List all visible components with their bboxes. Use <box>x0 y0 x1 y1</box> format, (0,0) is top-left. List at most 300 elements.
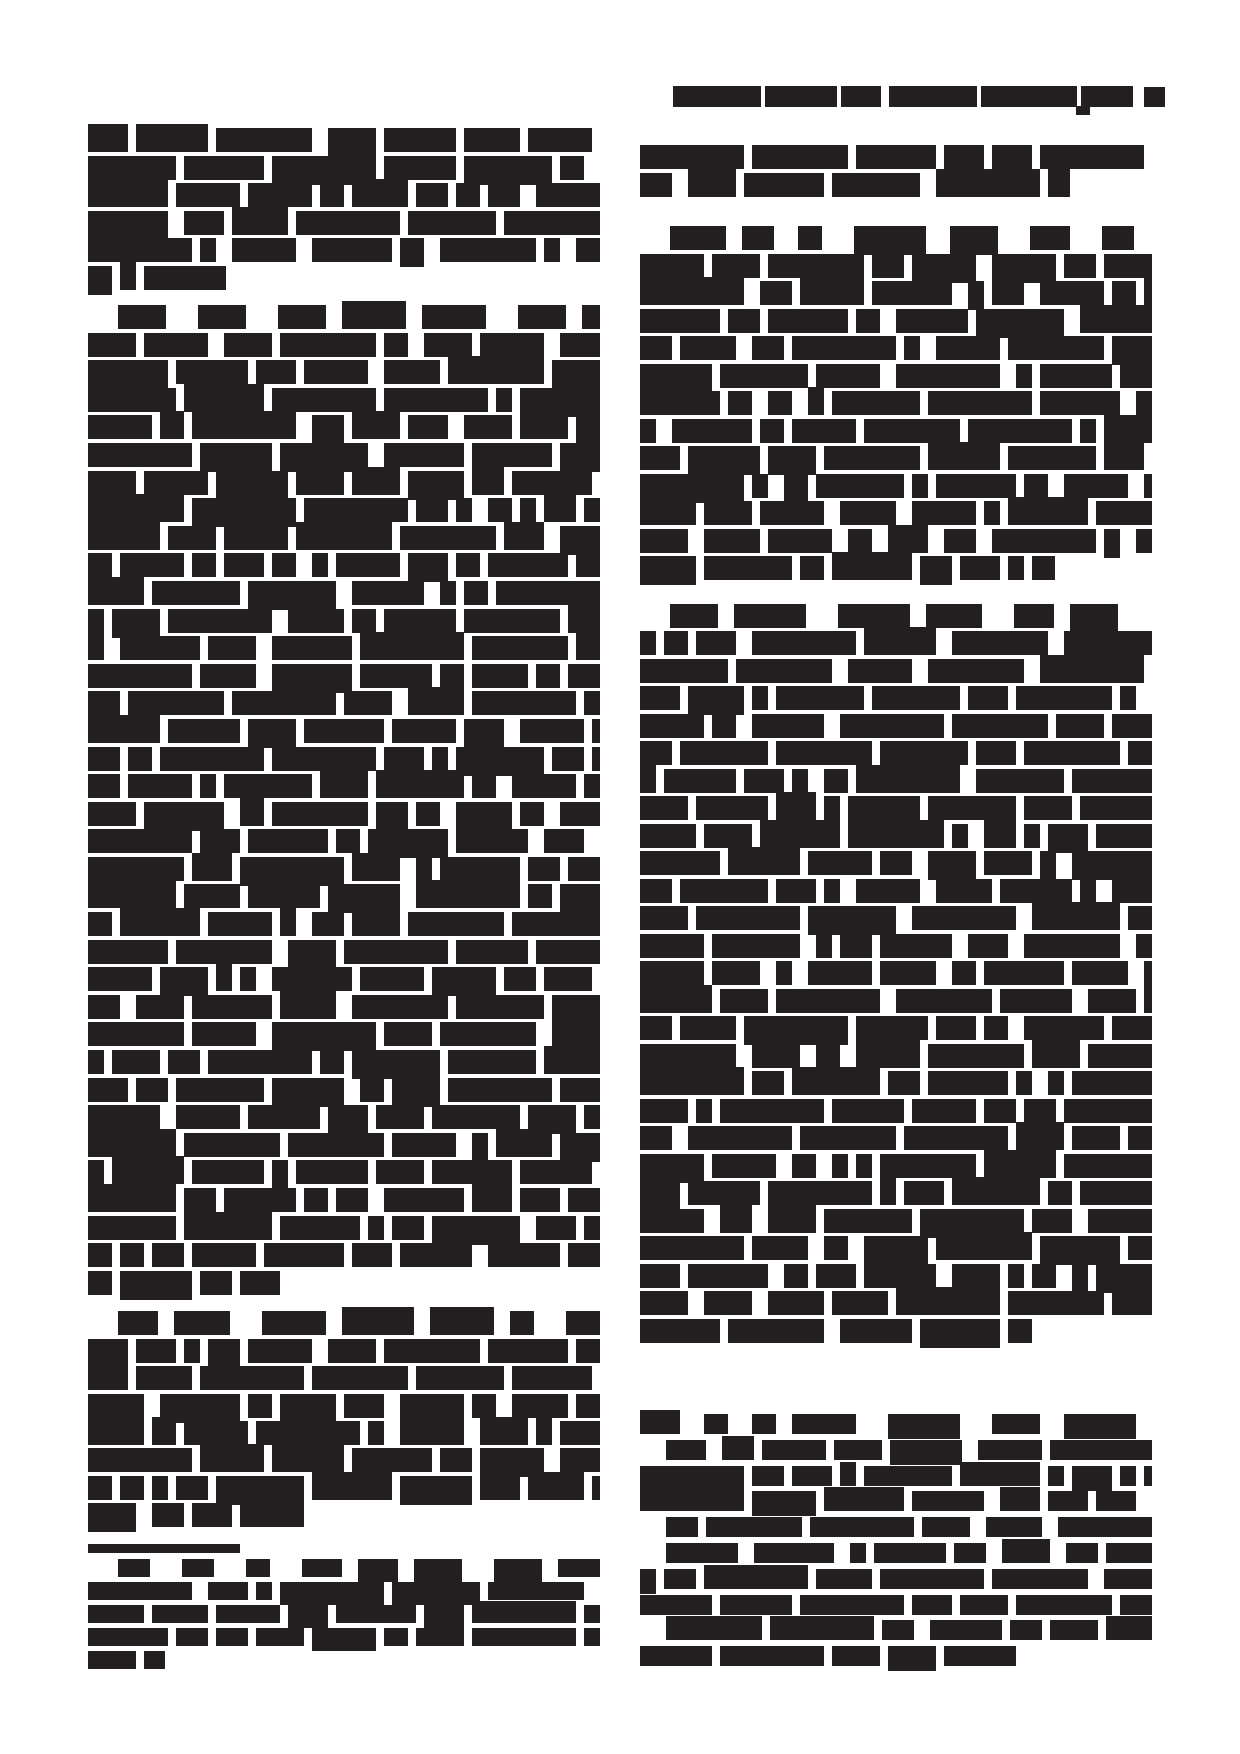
redacted-word-segment <box>320 183 344 207</box>
redacted-word-segment <box>184 1133 280 1157</box>
redacted-word-segment <box>680 1016 736 1040</box>
redacted-word-segment <box>432 1216 520 1245</box>
redacted-word-segment <box>640 1067 744 1095</box>
redacted-word-segment <box>1064 1154 1152 1178</box>
redacted-word-segment <box>768 309 848 333</box>
redacted-word-segment <box>1120 360 1152 388</box>
redacted-word-segment <box>640 474 744 503</box>
redacted-word-segment <box>960 1462 1040 1486</box>
redacted-word-segment <box>736 659 832 683</box>
redacted-word-segment <box>936 1016 976 1040</box>
redacted-word-segment <box>816 364 880 388</box>
redacted-word-segment <box>582 305 600 329</box>
redacted-word-segment <box>928 1044 1024 1068</box>
redacted-word-segment <box>981 86 1077 107</box>
redacted-word-segment <box>456 940 528 964</box>
redacted-word-segment <box>352 908 400 936</box>
redacted-word-segment <box>88 388 176 412</box>
redacted-word-segment <box>456 183 480 207</box>
redacted-word-segment <box>856 1040 920 1068</box>
redacted-word-segment <box>384 388 488 412</box>
redacted-word-segment <box>816 474 904 498</box>
redacted-word-segment <box>352 581 424 605</box>
redacted-word-segment <box>696 1099 712 1123</box>
redacted-word-segment <box>800 1595 904 1615</box>
redacted-word-segment <box>278 305 326 329</box>
redacted-word-segment <box>216 128 312 152</box>
redacted-word-segment <box>112 1050 160 1074</box>
redacted-word-segment <box>280 1216 360 1240</box>
redacted-word-segment <box>400 1421 464 1445</box>
redacted-word-segment <box>336 553 400 577</box>
redacted-word-segment <box>824 796 840 820</box>
redacted-word-segment <box>1048 1491 1088 1511</box>
redacted-word-segment <box>304 498 408 522</box>
redacted-word-segment <box>640 277 744 305</box>
redacted-text-line <box>640 934 1152 958</box>
redacted-word-segment <box>1064 474 1128 498</box>
redacted-word-segment <box>800 277 864 305</box>
redacted-text-line <box>640 961 1152 985</box>
redacted-word-segment <box>376 802 408 831</box>
redacted-paragraph <box>640 604 1152 1343</box>
redacted-word-segment <box>384 747 424 771</box>
redacted-word-segment <box>384 360 440 384</box>
redacted-word-segment <box>88 1503 136 1532</box>
redacted-word-segment <box>456 802 512 831</box>
redacted-word-segment <box>344 1394 384 1418</box>
redacted-word-segment <box>304 1188 328 1212</box>
redacted-word-segment <box>752 714 824 738</box>
redacted-word-segment <box>1144 985 1152 1013</box>
redacted-word-segment <box>520 1188 560 1212</box>
redacted-word-segment <box>850 1543 866 1563</box>
redacted-word-segment <box>400 1476 472 1505</box>
redacted-text-line <box>88 388 600 412</box>
redacted-word-segment <box>1112 1291 1152 1315</box>
redacted-word-segment <box>1096 1491 1136 1511</box>
redacted-word-segment <box>776 686 864 710</box>
redacted-word-segment <box>200 238 216 262</box>
redacted-word-segment <box>88 156 176 180</box>
redacted-word-segment <box>712 1154 776 1178</box>
redacted-text-line <box>88 305 600 329</box>
page-number-redacted <box>1144 87 1165 107</box>
redacted-word-segment <box>688 169 736 197</box>
redacted-word-segment <box>144 266 226 290</box>
redacted-word-segment <box>200 829 240 853</box>
redacted-word-segment <box>472 1628 576 1646</box>
redacted-word-segment <box>824 769 848 793</box>
redacted-word-segment <box>640 309 720 333</box>
redacted-word-segment <box>640 906 688 930</box>
redacted-word-segment <box>88 995 120 1019</box>
redacted-word-segment <box>152 1243 184 1267</box>
redacted-word-segment <box>248 1339 312 1363</box>
redacted-word-segment <box>640 1236 744 1260</box>
redacted-word-segment <box>896 364 1000 388</box>
redacted-word-segment <box>488 179 520 207</box>
redacted-word-segment <box>752 145 848 169</box>
redacted-word-segment <box>984 501 1000 525</box>
redacted-word-segment <box>576 553 600 577</box>
redacted-word-segment <box>776 989 880 1013</box>
redacted-word-segment <box>1064 1099 1152 1123</box>
redacted-text-line <box>640 173 1152 197</box>
redacted-text-line <box>88 156 600 180</box>
redacted-word-segment <box>848 659 912 683</box>
redacted-word-segment <box>1072 769 1152 793</box>
redacted-paragraph <box>88 1311 600 1527</box>
redacted-word-segment <box>536 664 560 688</box>
redacted-word-segment <box>368 1216 384 1240</box>
redacted-text-line <box>88 884 600 908</box>
redacted-word-segment <box>352 179 408 207</box>
redacted-word-segment <box>88 912 112 936</box>
redacted-word-segment <box>312 1628 376 1651</box>
redacted-word-segment <box>88 522 160 550</box>
redacted-word-segment <box>784 1264 808 1288</box>
redacted-word-segment <box>152 1503 184 1527</box>
redacted-word-segment <box>568 605 600 633</box>
redacted-word-segment <box>920 556 952 585</box>
redacted-word-segment <box>160 747 264 771</box>
redacted-word-segment <box>1056 714 1104 738</box>
redacted-text-line <box>640 1209 1152 1233</box>
redacted-word-segment <box>926 604 982 628</box>
redacted-word-segment <box>928 391 1032 415</box>
redacted-footnote-block <box>640 1414 1152 1666</box>
redacted-word-segment <box>952 714 1048 738</box>
redacted-word-segment <box>88 1394 144 1418</box>
redacted-word-segment <box>952 631 1048 655</box>
redacted-word-segment <box>864 1236 928 1265</box>
redacted-word-segment <box>368 1421 384 1445</box>
redacted-word-segment <box>688 1181 760 1205</box>
redacted-word-segment <box>144 333 208 357</box>
redacted-word-segment <box>296 211 400 235</box>
redacted-word-segment <box>734 604 806 628</box>
redacted-text-line <box>640 529 1152 553</box>
redacted-word-segment <box>816 1569 872 1589</box>
redacted-word-segment <box>496 1129 552 1157</box>
redacted-word-segment <box>1014 604 1054 628</box>
redacted-word-segment <box>592 719 600 743</box>
redacted-word-segment <box>448 1050 536 1074</box>
redacted-text-line <box>88 829 600 853</box>
redacted-text-line <box>88 498 600 522</box>
redacted-word-segment <box>1024 796 1072 820</box>
redacted-word-segment <box>968 686 1008 710</box>
redacted-text-line <box>88 1133 600 1157</box>
redacted-word-segment <box>560 802 600 826</box>
redacted-word-segment <box>872 686 960 710</box>
redacted-text-line <box>88 581 600 605</box>
redacted-word-segment <box>456 553 480 577</box>
redacted-word-segment <box>568 857 600 881</box>
redacted-word-segment <box>840 934 872 958</box>
redacted-word-segment <box>144 471 208 495</box>
redacted-word-segment <box>176 183 240 207</box>
redacted-word-segment <box>768 254 864 278</box>
redacted-word-segment <box>432 1160 512 1184</box>
redacted-word-segment <box>192 1022 256 1046</box>
redacted-word-segment <box>896 989 992 1013</box>
redacted-word-segment <box>673 86 761 107</box>
redacted-word-segment <box>200 774 216 798</box>
redacted-word-segment <box>336 1605 416 1623</box>
redacted-word-segment <box>352 1243 392 1267</box>
redacted-word-segment <box>1030 226 1070 250</box>
redacted-word-segment <box>384 609 456 633</box>
redacted-paragraph <box>640 145 1152 197</box>
redacted-word-segment <box>754 1543 834 1563</box>
redacted-word-segment <box>1000 879 1072 903</box>
redacted-word-segment <box>640 1491 744 1511</box>
redacted-word-segment <box>800 556 824 580</box>
redacted-word-segment <box>760 501 824 525</box>
redacted-word-segment <box>752 1466 784 1486</box>
redacted-text-line <box>640 1595 1152 1615</box>
redacted-word-segment <box>1024 824 1040 848</box>
redacted-word-segment <box>120 1271 192 1300</box>
redacted-word-segment <box>328 1105 368 1134</box>
redacted-word-segment <box>176 940 272 964</box>
redacted-word-segment <box>360 967 424 991</box>
redacted-word-segment <box>944 529 976 553</box>
redacted-word-segment <box>424 1605 464 1628</box>
redacted-word-segment <box>856 879 920 903</box>
redacted-word-segment <box>88 1078 128 1102</box>
redacted-word-segment <box>856 765 960 793</box>
redacted-word-segment <box>216 1628 248 1646</box>
redacted-word-segment <box>560 1078 600 1102</box>
redacted-word-segment <box>280 1394 336 1423</box>
redacted-word-segment <box>480 333 544 357</box>
redacted-word-segment <box>824 1236 848 1260</box>
redacted-word-segment <box>960 556 1000 580</box>
redacted-word-segment <box>88 1022 184 1046</box>
redacted-word-segment <box>880 741 968 765</box>
redacted-word-segment <box>88 691 120 715</box>
redacted-word-segment <box>416 1366 504 1390</box>
paragraph-spacer <box>88 1531 600 1544</box>
redacted-word-segment <box>872 254 904 278</box>
redacted-word-segment <box>640 1181 680 1210</box>
redacted-word-segment <box>552 747 584 771</box>
redacted-word-segment <box>480 1476 520 1500</box>
redacted-text-line <box>88 1476 600 1500</box>
redacted-word-segment <box>1040 851 1056 880</box>
redacted-word-segment <box>936 1232 1032 1260</box>
redacted-text-line <box>88 912 600 936</box>
redacted-word-segment <box>1032 1040 1080 1068</box>
redacted-word-segment <box>880 1177 896 1205</box>
redacted-text-line <box>88 183 600 207</box>
redacted-text-line <box>640 1154 1152 1178</box>
redacted-word-segment <box>560 1448 600 1472</box>
redacted-word-segment <box>520 1160 592 1184</box>
redacted-word-segment <box>342 301 406 329</box>
redacted-word-segment <box>680 879 768 903</box>
redacted-word-segment <box>520 498 536 522</box>
redacted-word-segment <box>1088 1044 1152 1068</box>
redacted-word-segment <box>280 908 296 936</box>
redacted-word-segment <box>640 501 696 525</box>
redacted-word-segment <box>688 446 760 475</box>
redacted-word-segment <box>440 1448 472 1472</box>
redacted-word-segment <box>430 1307 494 1335</box>
redacted-word-segment <box>464 128 520 152</box>
redacted-word-segment <box>1016 1071 1032 1095</box>
redacted-word-segment <box>640 1410 680 1434</box>
redacted-text-line <box>88 1050 600 1074</box>
redacted-word-segment <box>504 211 600 235</box>
redacted-word-segment <box>584 774 600 798</box>
redacted-word-segment <box>712 934 800 958</box>
redacted-word-segment <box>912 1099 976 1123</box>
redacted-word-segment <box>854 226 926 255</box>
redacted-text-line <box>88 360 600 384</box>
redacted-word-segment <box>760 281 792 305</box>
redacted-word-segment <box>670 226 726 250</box>
redacted-word-segment <box>232 238 296 262</box>
redacted-word-segment <box>440 664 464 688</box>
redacted-word-segment <box>992 1414 1040 1434</box>
redacted-word-segment <box>666 1543 738 1563</box>
redacted-word-segment <box>198 305 246 329</box>
redacted-word-segment <box>384 1628 408 1646</box>
redacted-word-segment <box>536 183 600 207</box>
redacted-word-segment <box>640 446 680 470</box>
redacted-word-segment <box>464 581 488 605</box>
redacted-word-segment <box>640 1126 672 1150</box>
redacted-word-segment <box>400 1243 472 1267</box>
redacted-text-line <box>640 879 1152 903</box>
redacted-word-segment <box>544 1046 600 1074</box>
redacted-word-segment <box>1072 1071 1152 1095</box>
redacted-word-segment <box>520 719 584 743</box>
redacted-text-line <box>88 1503 600 1527</box>
redacted-word-segment <box>560 1421 600 1445</box>
redacted-word-segment <box>1080 419 1096 443</box>
redacted-word-segment <box>168 609 272 633</box>
left-text-column <box>88 128 600 1674</box>
redacted-word-segment <box>560 526 600 555</box>
redacted-text-line <box>640 364 1152 388</box>
redacted-word-segment <box>1064 1414 1136 1439</box>
redacted-text-line <box>88 1582 600 1600</box>
redacted-word-segment <box>408 211 496 235</box>
redacted-word-segment <box>752 1414 776 1434</box>
redacted-word-segment <box>808 387 824 415</box>
redacted-word-segment <box>1032 902 1120 930</box>
redacted-word-segment <box>576 238 600 262</box>
redacted-word-segment <box>976 309 1064 338</box>
redacted-word-segment <box>416 1628 464 1646</box>
redacted-word-segment <box>704 529 760 553</box>
redacted-text-line <box>88 1160 600 1184</box>
redacted-word-segment <box>288 1605 328 1628</box>
redacted-text-line <box>640 1319 1152 1343</box>
redacted-word-segment <box>246 1559 270 1577</box>
redacted-word-segment <box>720 1099 824 1123</box>
redacted-word-segment <box>576 1339 600 1363</box>
redacted-word-segment <box>88 829 192 853</box>
redacted-word-segment <box>752 1044 800 1068</box>
redacted-word-segment <box>384 1022 432 1046</box>
redacted-word-segment <box>640 1466 744 1491</box>
redacted-word-segment <box>88 266 112 295</box>
redacted-word-segment <box>840 1462 856 1486</box>
redacted-word-segment <box>706 1517 802 1537</box>
redacted-word-segment <box>88 553 112 577</box>
redacted-word-segment <box>824 1209 912 1233</box>
redacted-word-segment <box>544 829 584 853</box>
redacted-word-segment <box>384 443 464 467</box>
redacted-word-segment <box>584 691 600 715</box>
redacted-word-segment <box>566 1311 600 1335</box>
redacted-word-segment <box>704 1565 808 1589</box>
redacted-word-segment <box>384 1188 464 1212</box>
redacted-text-line <box>88 1078 600 1102</box>
redacted-word-segment <box>856 1016 928 1040</box>
redacted-word-segment <box>528 1472 584 1500</box>
redacted-word-segment <box>344 940 448 964</box>
redacted-word-segment <box>118 1311 158 1335</box>
redacted-word-segment <box>136 1366 192 1390</box>
redacted-word-segment <box>1008 446 1096 470</box>
redacted-word-segment <box>880 961 936 985</box>
redacted-word-segment <box>1050 1620 1098 1640</box>
redacted-paragraph <box>88 305 600 1295</box>
redacted-word-segment <box>120 908 200 936</box>
redacted-word-segment <box>248 884 320 908</box>
redacted-word-segment <box>960 1595 1008 1615</box>
redacted-word-segment <box>928 1071 1008 1095</box>
redacted-word-segment <box>896 1287 1000 1315</box>
redacted-word-segment <box>88 747 120 771</box>
redacted-word-segment <box>752 686 768 710</box>
redacted-word-segment <box>512 1394 568 1418</box>
redacted-text-line <box>640 226 1152 250</box>
redacted-word-segment <box>640 985 712 1013</box>
redacted-word-segment <box>512 1366 592 1390</box>
redacted-word-segment <box>840 501 896 525</box>
redacted-word-segment <box>488 498 512 522</box>
redacted-word-segment <box>832 1099 904 1123</box>
redacted-word-segment <box>640 529 688 553</box>
redacted-word-segment <box>88 360 168 389</box>
redacted-word-segment <box>392 1216 424 1240</box>
redacted-word-segment <box>936 879 992 903</box>
redacted-word-segment <box>440 581 456 605</box>
redacted-word-segment <box>272 636 352 660</box>
redacted-word-segment <box>640 254 704 278</box>
redacted-word-segment <box>272 1078 344 1107</box>
redacted-word-segment <box>184 1188 216 1212</box>
redacted-word-segment <box>302 1559 342 1577</box>
redacted-text-line <box>88 128 600 152</box>
redacted-text-line <box>88 211 600 235</box>
redacted-word-segment <box>1064 631 1152 655</box>
redacted-word-segment <box>696 796 768 820</box>
redacted-word-segment <box>352 853 400 881</box>
redacted-text-line <box>640 474 1152 498</box>
redacted-word-segment <box>1128 1126 1152 1150</box>
redacted-word-segment <box>838 604 910 628</box>
redacted-word-segment <box>152 1476 168 1500</box>
